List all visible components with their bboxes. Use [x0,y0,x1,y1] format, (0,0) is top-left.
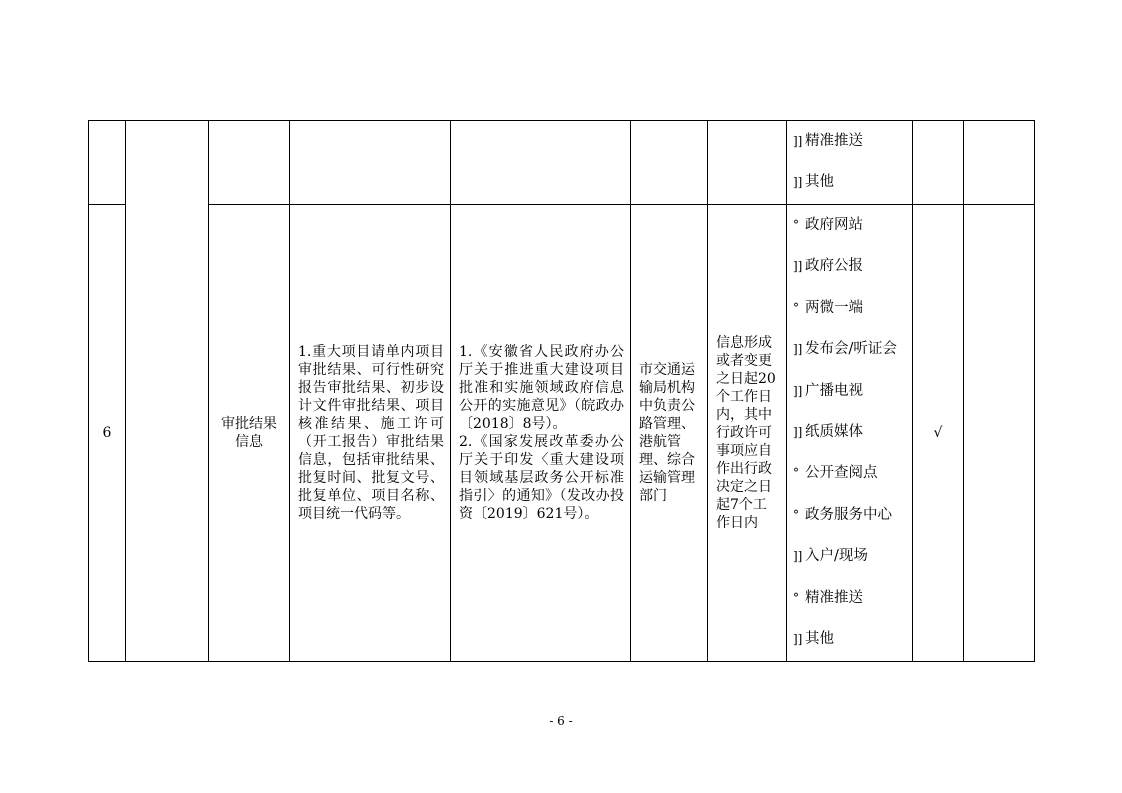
channel-label: 精准推送 [805,589,863,606]
checkbox-mark: ° [793,466,799,481]
list-item [793,536,912,577]
channel-list [793,205,912,660]
channel-label: 公开查阅点 [805,465,878,482]
list-item [793,162,912,203]
check-mark: √ [913,205,964,662]
list-item [793,495,912,536]
cell-title [209,121,290,205]
page-number: - 6 - [549,714,573,728]
channel-label: 政务服务中心 [805,506,892,523]
checkbox-mark: ° [793,590,799,605]
list-item [793,412,912,453]
list-item [793,205,912,246]
cell-number [89,121,126,205]
checkbox-mark: ]] [793,134,803,148]
cell-content [290,121,451,205]
list-item [793,371,912,412]
channel-label: 政府公报 [805,258,863,275]
table-row [89,205,1035,662]
cell-category [126,121,209,662]
channel-label: 入户/现场 [805,548,868,565]
cell-remark [964,205,1035,662]
list-item [793,619,912,660]
checkbox-mark: ]] [793,259,803,274]
channel-label: 其他 [805,630,834,647]
cell-department [631,121,708,205]
checkbox-mark: ]] [793,175,803,189]
checkbox-mark: ° [793,300,799,315]
time-limit-text: 信息形成或者变更之日起20个工作日内，其中行政许可事项应自作出行政决定之日起7个工作日内 [716,335,776,531]
list-item [793,453,912,494]
cell-basis [451,121,631,205]
row-number: 6 [89,205,126,662]
checkbox-mark: ]] [793,631,803,646]
item-title-line: 信息 [235,434,263,450]
disclosure-basis [451,205,631,662]
channel-label: 政府网站 [805,217,863,233]
list-item [793,288,912,329]
list-item [793,578,912,619]
checkbox-mark: ]] [793,424,803,439]
disclosure-table [88,120,1035,662]
item-title-line: 审批结果 [221,416,277,432]
channel-label: 发布会/听证会 [805,341,897,358]
channel-label: 精准推送 [805,133,863,149]
checkbox-mark: ° [793,507,799,522]
list-item [793,246,912,287]
channel-label: 纸质媒体 [805,423,863,440]
channel-label: 广播电视 [805,382,863,399]
checkbox-mark: ]] [793,342,803,357]
list-item [793,329,912,370]
department-text: 市交通运输局机构中负责公路管理、港航管理、综合运输管理部门 [639,362,695,504]
disclosure-channels [787,205,913,662]
table-row [89,121,1035,205]
channel-label: 两微一端 [805,299,863,316]
cell-check [913,121,964,205]
basis-item: 2.《国家发展改革委办公厅关于印发〈重大建设项目领域基层政务公开标准指引〉的通知》（发改办投资〔2019〕621号）。 [459,434,624,522]
disclosure-content [290,205,451,662]
responsible-department [631,205,708,662]
item-title [209,205,290,662]
cell-time-limit [708,121,787,205]
list-item [793,121,912,162]
channel-label: 其他 [805,174,834,190]
cell-remark [964,121,1035,205]
checkbox-mark: ° [793,218,799,232]
basis-item: 1.《安徽省人民政府办公厅关于推进重大建设项目批准和实施领域政府信息公开的实施意见》（皖政办〔2018〕8号）。 [459,344,624,432]
checkbox-mark: ]] [793,383,803,398]
cell-channels [787,121,913,205]
checkbox-mark: ]] [793,549,803,564]
time-limit [708,205,787,662]
content-text: 1.重大项目请单内项目审批结果、可行性研究报告审批结果、初步设计文件审批结果、项目核准结果、施工许可（开工报告）审批结果信息，包括审批结果、批复时间、批复文号、批复单位、项目名称、项目统一代码等。 [298,344,444,522]
